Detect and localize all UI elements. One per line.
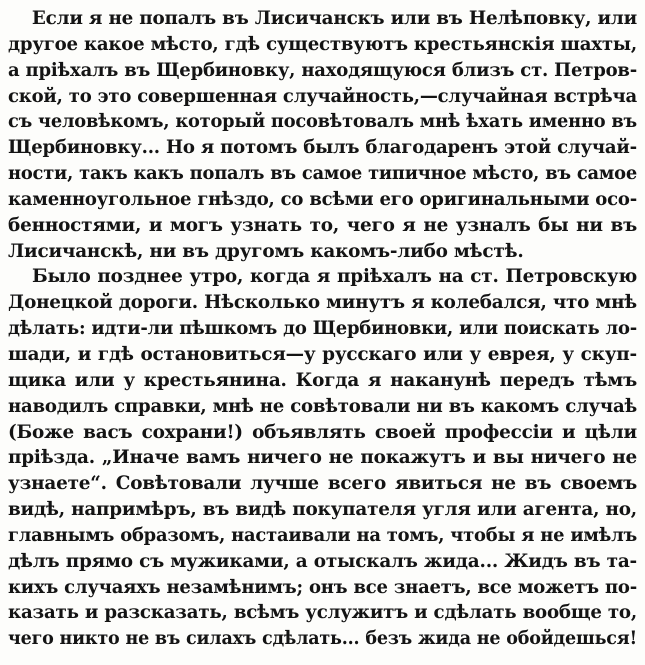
paragraph-1	[8, 6, 637, 264]
text-line: казать и разсказать, всѣмъ услужитъ и сдѣлать вообще то,	[8, 602, 637, 624]
text-line: главнымъ образомъ, настаивали на томъ, чтобы я не имѣлъ	[8, 524, 638, 546]
text-line: щика или у крестьянина. Когда я наканунѣ передъ тѣмъ	[8, 369, 637, 391]
text-line: узнаете“. Совѣтовали лучше всего явиться не въ своемъ	[8, 473, 637, 495]
text-line: Если я не попалъ въ Лисичанскъ или въ Нелѣповку, или	[31, 8, 638, 29]
text-line: бенностями, и могъ узнать то, чего я не узналъ бы ни въ	[8, 214, 637, 236]
text-line: пріѣзда. „Иначе вамъ ничего не покажутъ и вы ничего не	[8, 447, 637, 469]
text-line: кихъ случаяхъ незамѣнимъ; онъ все знаетъ, все можетъ по-	[8, 576, 638, 598]
text-line: ской, то это совершенная случайность,—случайная встрѣча	[8, 85, 637, 107]
text-line: наводилъ справки, мнѣ не совѣтовали ни въ какомъ случаѣ	[8, 395, 637, 417]
text-line: Донецкой дороги. Нѣсколько минутъ я колебался, что мнѣ	[8, 292, 637, 314]
text-line: видѣ, напримѣръ, въ видѣ покупателя угля или агента, но,	[8, 499, 637, 521]
text-line: дѣлъ прямо съ мужиками, а отыскалъ жида... Жидъ въ та-	[8, 550, 637, 572]
text-line: другое какое мѣсто, гдѣ существуютъ крестьянскія шахты,	[8, 33, 638, 55]
text-line: а пріѣхалъ въ Щербиновку, находящуюся близъ ст. Петров-	[8, 59, 638, 81]
text-line: Щербиновку... Но я потомъ былъ благодаренъ этой случай-	[8, 137, 637, 159]
text-line: ности, такъ какъ попалъ въ самое типичное мѣсто, въ самое	[8, 163, 638, 185]
text-line: чего никто не въ силахъ сдѣлать... безъ жида не обойдешься!	[8, 628, 637, 650]
text-line: Лисичанскѣ, ни въ другомъ какомъ-либо мѣстѣ.	[8, 240, 524, 262]
text-line: каменноугольное гнѣздо, со всѣми его оригинальными осо-	[8, 188, 637, 210]
text-line: (Боже васъ сохрани!) объявлять своей профессіи и цѣли	[8, 421, 637, 443]
text-line: дѣлать: идти-ли пѣшкомъ до Щербиновки, или поискать ло-	[8, 318, 638, 340]
text-line: съ человѣкомъ, который посовѣтовалъ мнѣ ѣхать именно въ	[8, 111, 637, 133]
text-line: Было позднее утро, когда я пріѣхалъ на ст. Петровскую	[32, 266, 637, 288]
text-line: шади, и гдѣ остановиться—у русскаго или у еврея, у скуп-	[8, 343, 637, 365]
paragraph-2	[8, 264, 637, 652]
